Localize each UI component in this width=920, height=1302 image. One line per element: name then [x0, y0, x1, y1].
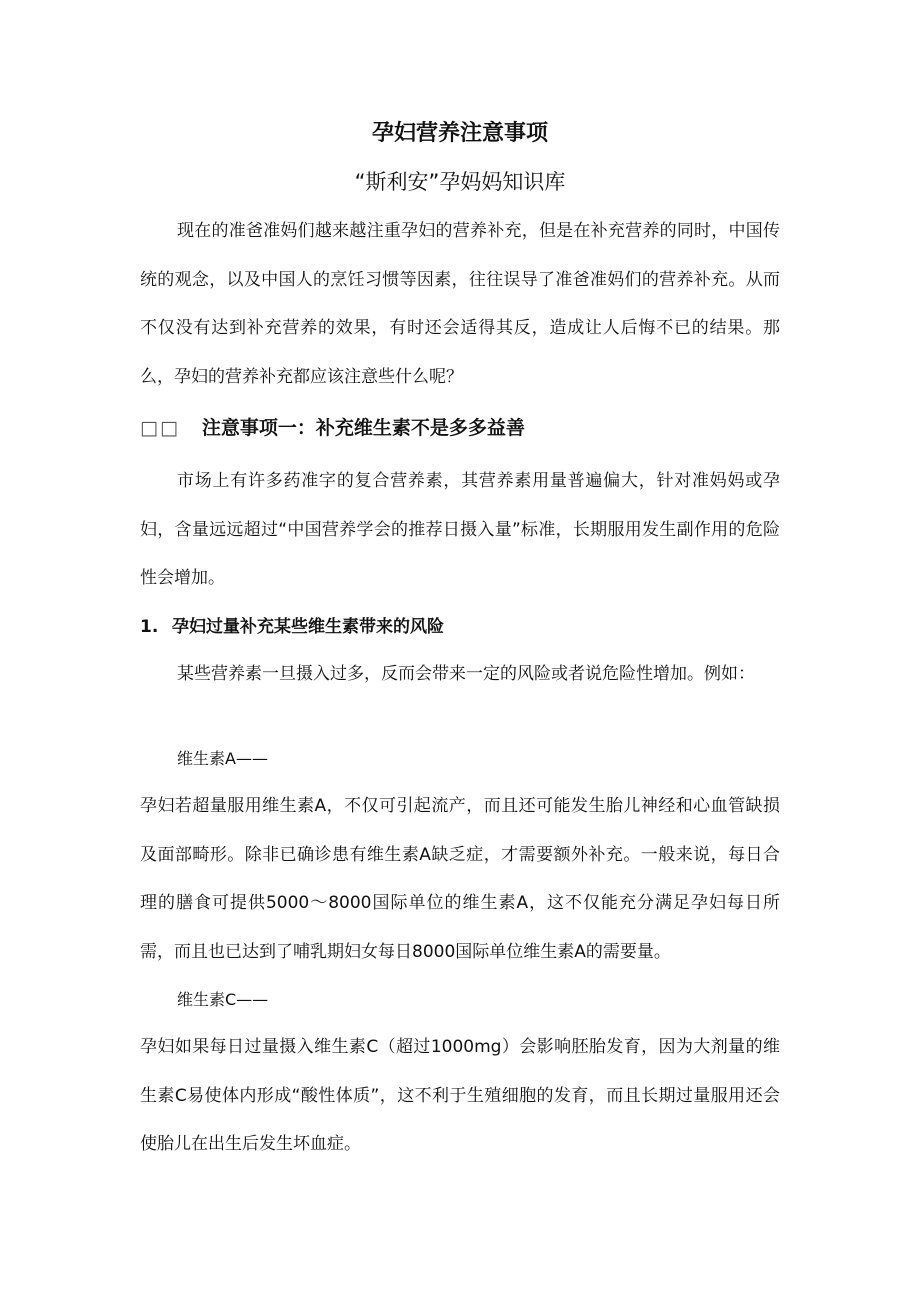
subsection-heading-1: [140, 612, 444, 642]
section-1-paragraph: 市场上有许多药准字的复合营养素，其营养素用量普遍偏大，针对准妈妈或孕妇，含量远远超过“中国营养学会的推荐日摄入量”标准，长期服用发生副作用的危险性会增加。: [140, 471, 780, 588]
document-subtitle: “斯利安”孕妈妈知识库: [354, 170, 566, 194]
vitamin-c-label: 维生素C——: [177, 990, 269, 1009]
heading-marker: □□: [140, 417, 180, 439]
intro-paragraph: 现在的准爸准妈们越来越注重孕妇的营养补充，但是在补充营养的同时，中国传统的观念，以及中国人的烹饪习惯等因素，往往误导了准爸准妈们的营养补充。从而不仅没有达到补充营养的效果，有时还会适得其反，造成让人后悔不已的结果。那么，孕妇的营养补充都应该注意些什么呢？: [140, 221, 780, 387]
vitamin-a-label: 维生素A——: [177, 749, 268, 768]
vitamin-c-paragraph: 孕妇如果每日过量摄入维生素C（超过1000mg）会影响胚胎发育，因为大剂量的维生素C易使体内形成“酸性体质”，这不利于生殖细胞的发育，而且长期过量服用还会使胎儿在出生后发生坏血症。: [140, 1037, 780, 1154]
vitamin-a-paragraph: 孕妇若超量服用维生素A，不仅可引起流产，而且还可能发生胎儿神经和心血管缺损及面部畸形。除非已确诊患有维生素A缺乏症，才需要额外补充。一般来说，每日合理的膳食可提供5000～8000国际单位的维生素A，这不仅能充分满足孕妇每日所需，而且也已达到了哺乳期妇女每日8000国际单位维生素A的需要量。: [140, 796, 780, 962]
subsection-number: 1.: [140, 617, 159, 637]
section-heading-1: [140, 412, 525, 444]
subsection-heading-1-text: 孕妇过量补充某些维生素带来的风险: [172, 617, 444, 637]
document-title: 孕妇营养注意事项: [371, 121, 548, 146]
section-heading-1-text: 注意事项一：补充维生素不是多多益善: [201, 417, 525, 439]
subsection-1-paragraph: 某些营养素一旦摄入过多，反而会带来一定的风险或者说危险性增加。例如：: [177, 664, 755, 684]
